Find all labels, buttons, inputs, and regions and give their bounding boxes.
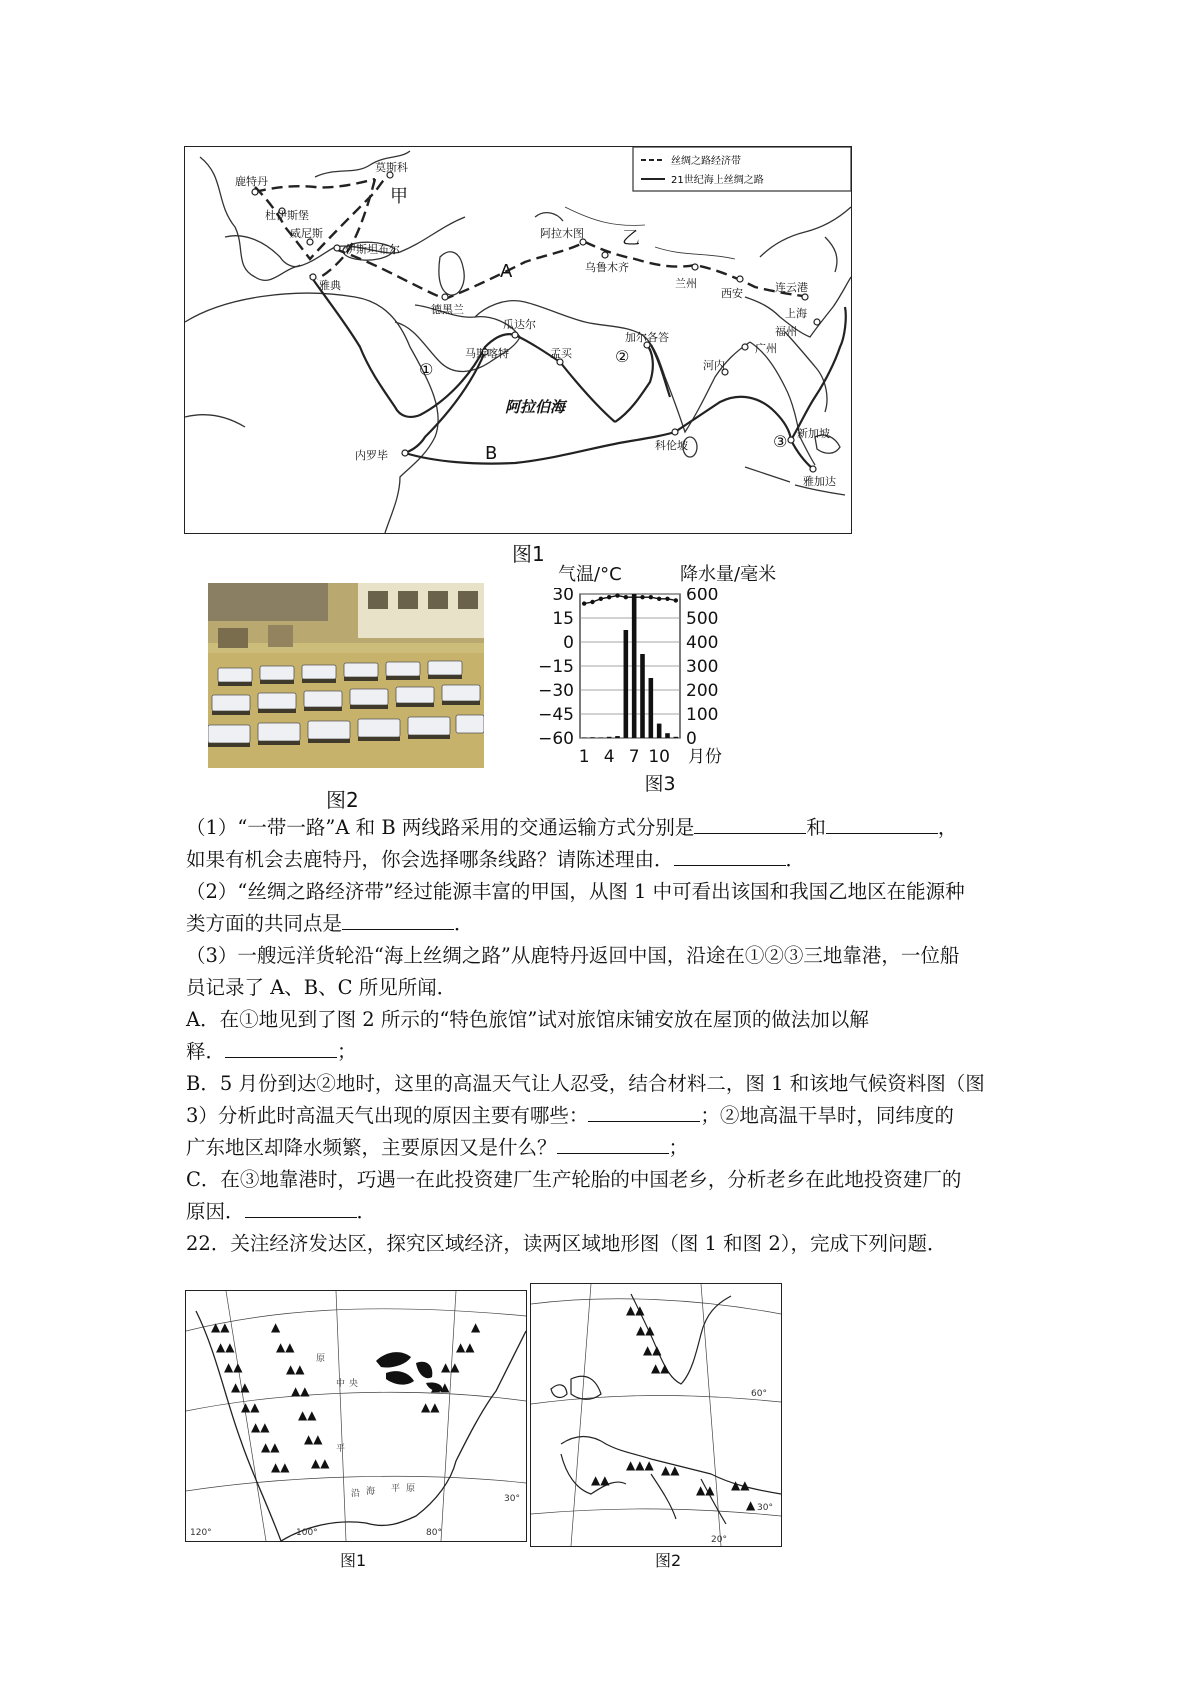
fig1-label-yuan2: 原 bbox=[406, 1484, 416, 1494]
q1-line2 bbox=[186, 844, 1026, 876]
city-nairobi: 内罗毕 bbox=[355, 449, 388, 462]
north-america-terrain-map bbox=[186, 1291, 526, 1541]
qb-text-4: 广东地区却降水频繁，主要原因又是什么？ bbox=[186, 1136, 557, 1159]
figure1-label: 图1 bbox=[512, 542, 545, 566]
qc-answer-blank[interactable] bbox=[245, 1197, 357, 1218]
qc-text: C．在③地靠港时，巧遇一在此投资建厂生产轮胎的中国老乡，分析老乡在此地投资建厂的 bbox=[186, 1168, 962, 1191]
qc-line2 bbox=[186, 1196, 1026, 1228]
svg-text:▲▲: ▲▲ bbox=[661, 1463, 680, 1477]
temperature-line bbox=[584, 596, 676, 604]
qb-end: ； bbox=[668, 1136, 689, 1159]
q2-text: （2）“丝绸之路经济带”经过能源丰富的甲国，从图 1 中可看出该国和我国乙地区在能源种 bbox=[186, 880, 965, 903]
city-xian: 西安 bbox=[721, 287, 743, 300]
svg-text:▲▲: ▲▲ bbox=[231, 1380, 250, 1394]
qa-text: A．在①地见到了图 2 所示的“特色旅馆”试对旅馆床铺安放在屋顶的做法加以解 bbox=[186, 1008, 869, 1031]
precip-bar bbox=[657, 724, 662, 738]
y-tick-label: 30 bbox=[552, 588, 574, 605]
temperature-point bbox=[615, 593, 619, 597]
q22-fig1-label: 图1 bbox=[340, 1551, 367, 1570]
city-gwadar: 瓜达尔 bbox=[503, 318, 536, 331]
fig1-lon-80: 80° bbox=[426, 1528, 442, 1538]
questions-block bbox=[186, 812, 1026, 1260]
q3-text-2: 员记录了 A、B、C 所见所闻． bbox=[186, 976, 457, 999]
svg-text:▲▲: ▲▲ bbox=[298, 1408, 317, 1422]
svg-text:▲▲: ▲▲ bbox=[421, 1400, 440, 1414]
city-colombo: 科伦坡 bbox=[655, 439, 688, 452]
city-mumbai: 孟买 bbox=[550, 347, 572, 360]
q1-and: 和 bbox=[806, 816, 826, 839]
city-duisburg: 杜伊斯堡 bbox=[265, 209, 309, 222]
fig1-label-hai: 海 bbox=[366, 1487, 376, 1497]
temperature-point bbox=[665, 597, 669, 601]
y2-tick-label: 0 bbox=[686, 729, 697, 749]
city-jakarta: 雅加达 bbox=[803, 475, 836, 488]
temperature-point bbox=[640, 595, 644, 599]
city-moscow: 莫斯科 bbox=[375, 161, 408, 174]
y2-tick-label: 500 bbox=[686, 609, 719, 629]
precip-bar bbox=[674, 737, 679, 738]
rooftop-beds-image bbox=[208, 583, 484, 768]
figure1-map bbox=[184, 146, 852, 534]
legend-maritime-label: 21世纪海上丝绸之路 bbox=[671, 175, 764, 186]
qc-line1 bbox=[186, 1164, 1026, 1196]
fig2-lon-20: 20° bbox=[711, 1535, 727, 1545]
precip-bar bbox=[615, 736, 620, 738]
city-rotterdam: 鹿特丹 bbox=[235, 175, 268, 188]
qb-line3 bbox=[186, 1132, 1026, 1164]
q1-comma: ， bbox=[937, 816, 958, 839]
q3-line1 bbox=[186, 940, 1026, 972]
y2-tick-label: 300 bbox=[686, 657, 719, 677]
qa-answer-blank[interactable] bbox=[225, 1037, 337, 1058]
svg-text:▲▲: ▲▲ bbox=[626, 1303, 645, 1317]
q1-answer-blank-1[interactable] bbox=[694, 813, 806, 834]
svg-text:▲▲▲: ▲▲▲ bbox=[626, 1458, 654, 1472]
svg-text:▲▲: ▲▲ bbox=[441, 1360, 460, 1374]
legend-belt-label: 丝绸之路经济带 bbox=[671, 156, 741, 167]
precip-bar bbox=[624, 630, 629, 738]
temperature-point bbox=[607, 595, 611, 599]
q1-text: （1）“一带一路”A 和 B 两线路采用的交通运输方式分别是 bbox=[186, 816, 695, 839]
label-arabian-sea: 阿拉伯海 bbox=[505, 398, 566, 416]
city-istanbul: 伊斯坦布尔 bbox=[345, 243, 400, 256]
y-tick-label: 0 bbox=[563, 633, 574, 653]
temperature-point bbox=[590, 600, 594, 604]
y-tick-label: −30 bbox=[538, 681, 574, 701]
city-lanzhou: 兰州 bbox=[675, 277, 697, 290]
marker-yi: 乙 bbox=[622, 228, 640, 249]
svg-text:▲▲: ▲▲ bbox=[696, 1483, 715, 1497]
qc-text-2: 原因． bbox=[186, 1200, 245, 1223]
qa-line1 bbox=[186, 1004, 1026, 1036]
y2-tick-label: 200 bbox=[686, 681, 719, 701]
q1-text-2: 如果有机会去鹿特丹，你会选择哪条线路？请陈述理由． bbox=[186, 848, 674, 871]
y-tick-label: −45 bbox=[538, 705, 574, 725]
precip-bar bbox=[649, 678, 654, 738]
svg-text:▲▲: ▲▲ bbox=[286, 1362, 305, 1376]
y2-tick-label: 600 bbox=[686, 588, 719, 605]
fig1-lon-120: 120° bbox=[190, 1528, 212, 1538]
fig1-label-yuan: 原 bbox=[316, 1354, 326, 1364]
x-tick-label: 7 bbox=[628, 747, 640, 767]
city-shanghai: 上海 bbox=[785, 307, 807, 320]
q22-fig2-label: 图2 bbox=[655, 1551, 682, 1570]
marker-route-b: B bbox=[485, 443, 498, 464]
city-lianyungang: 连云港 bbox=[775, 281, 808, 294]
qb-answer-blank-2[interactable] bbox=[557, 1133, 669, 1154]
city-almaty: 阿拉木图 bbox=[540, 227, 584, 240]
y2-tick-label: 400 bbox=[686, 633, 719, 653]
svg-text:▲▲: ▲▲ bbox=[224, 1360, 243, 1374]
city-urumqi: 乌鲁木齐 bbox=[585, 261, 629, 274]
qa-end: ； bbox=[337, 1040, 357, 1063]
precip-bar bbox=[607, 737, 612, 738]
marker-route-a: A bbox=[500, 261, 513, 282]
x-tick-label: 1 bbox=[578, 747, 590, 767]
svg-text:▲▲: ▲▲ bbox=[456, 1340, 475, 1354]
qb-answer-blank-1[interactable] bbox=[588, 1101, 700, 1122]
temperature-point bbox=[632, 595, 636, 599]
belt-road-map-drawing bbox=[185, 147, 851, 533]
qb-text-2: 3）分析此时高温天气出现的原因主要有哪些： bbox=[186, 1104, 589, 1127]
marker-site-2: ② bbox=[615, 347, 630, 366]
figure3-label: 图3 bbox=[644, 773, 676, 795]
marker-site-1: ① bbox=[419, 360, 434, 379]
marker-site-3: ③ bbox=[773, 432, 788, 451]
q2-line1 bbox=[186, 876, 1026, 908]
climate-chart-svg bbox=[530, 588, 830, 810]
svg-text:▲▲: ▲▲ bbox=[431, 1380, 450, 1394]
svg-text:▲▲: ▲▲ bbox=[304, 1432, 323, 1446]
q1-answer-blank-3[interactable] bbox=[674, 845, 786, 866]
svg-text:▲▲: ▲▲ bbox=[636, 1323, 655, 1337]
y-tick-label: 15 bbox=[552, 609, 574, 629]
q2-text-2: 类方面的共同点是 bbox=[186, 912, 343, 935]
svg-text:▲: ▲ bbox=[271, 1320, 281, 1334]
qc-end: ． bbox=[356, 1200, 377, 1223]
svg-text:▲▲: ▲▲ bbox=[591, 1473, 610, 1487]
marker-jia: 甲 bbox=[390, 186, 408, 207]
svg-text:▲: ▲ bbox=[746, 1498, 756, 1512]
svg-text:▲▲: ▲▲ bbox=[216, 1340, 235, 1354]
precip-bar bbox=[590, 737, 595, 738]
q2-answer-blank[interactable] bbox=[342, 909, 454, 930]
qb-text: B．5 月份到达②地时，这里的高温天气让人忍受，结合材料二，图 1 和该地气候资料图（图 bbox=[186, 1072, 985, 1095]
q22-map-north-america bbox=[185, 1290, 527, 1542]
fig1-label-ping2: 平 bbox=[391, 1484, 401, 1494]
y-tick-label: −60 bbox=[538, 729, 574, 749]
q1-answer-blank-2[interactable] bbox=[826, 813, 938, 834]
precip-bar bbox=[665, 733, 670, 738]
temperature-point bbox=[582, 601, 586, 605]
svg-text:▲▲: ▲▲ bbox=[291, 1384, 310, 1398]
qb-line2 bbox=[186, 1100, 1026, 1132]
qb-line1 bbox=[186, 1068, 1026, 1100]
svg-text:▲▲: ▲▲ bbox=[271, 1460, 290, 1474]
city-singapore: 新加坡 bbox=[797, 427, 830, 440]
precip-bar bbox=[632, 594, 637, 738]
x-axis-title: 月份 bbox=[688, 747, 722, 767]
qa-text-2: 释． bbox=[186, 1040, 226, 1063]
chart-left-title: 气温/°C bbox=[558, 564, 622, 585]
svg-text:▲▲: ▲▲ bbox=[251, 1420, 270, 1434]
fig1-label-ping: 平 bbox=[336, 1444, 346, 1454]
city-tehran: 德黑兰 bbox=[431, 303, 464, 316]
chart-right-title: 降水量/毫米 bbox=[680, 564, 777, 585]
q22-text: 22．关注经济发达区，探究区域经济，读两区域地形图（图 1 和图 2），完成下列问题． bbox=[186, 1232, 947, 1255]
temperature-point bbox=[599, 597, 603, 601]
q3-text: （3）一艘远洋货轮沿“海上丝绸之路”从鹿特丹返回中国，沿途在①②③三地靠港，一位船 bbox=[186, 944, 960, 967]
city-fuzhou: 福州 bbox=[775, 325, 797, 338]
temperature-point bbox=[657, 597, 661, 601]
city-kolkata: 加尔各答 bbox=[625, 331, 669, 344]
svg-text:▲▲: ▲▲ bbox=[261, 1440, 280, 1454]
qa-line2 bbox=[186, 1036, 1026, 1068]
fig1-lon-100: 100° bbox=[296, 1528, 318, 1538]
fig1-label-yang: 央 bbox=[349, 1379, 359, 1389]
fig2-lat-60: 60° bbox=[751, 1389, 767, 1399]
temperature-point bbox=[624, 595, 628, 599]
q22-map-europe bbox=[530, 1283, 782, 1547]
svg-text:▲▲: ▲▲ bbox=[731, 1478, 750, 1492]
q2-end: ． bbox=[454, 912, 474, 935]
fig2-lat-30: 30° bbox=[757, 1503, 773, 1513]
precip-bar bbox=[640, 654, 645, 738]
q22-line bbox=[186, 1228, 1026, 1260]
q1-end: ． bbox=[785, 848, 806, 871]
europe-terrain-map bbox=[531, 1284, 781, 1546]
svg-text:▲▲: ▲▲ bbox=[276, 1340, 295, 1354]
y-tick-label: −15 bbox=[538, 657, 574, 677]
svg-text:▲▲: ▲▲ bbox=[643, 1343, 662, 1357]
q2-line2 bbox=[186, 908, 1026, 940]
temperature-point bbox=[649, 595, 653, 599]
svg-text:▲▲: ▲▲ bbox=[211, 1320, 230, 1334]
q1-line1 bbox=[186, 812, 1026, 844]
temperature-point bbox=[674, 598, 678, 602]
figure2-label: 图2 bbox=[326, 788, 359, 812]
figure2-photo bbox=[208, 583, 484, 768]
svg-text:▲▲: ▲▲ bbox=[311, 1456, 330, 1470]
svg-text:▲▲: ▲▲ bbox=[651, 1361, 670, 1375]
fig1-lat-30: 30° bbox=[504, 1494, 520, 1504]
y2-tick-label: 100 bbox=[686, 705, 719, 725]
fig1-label-yan: 沿 bbox=[351, 1489, 361, 1499]
q3-line2 bbox=[186, 972, 1026, 1004]
city-athens: 雅典 bbox=[319, 279, 341, 292]
city-guangzhou: 广州 bbox=[755, 342, 777, 355]
svg-text:▲: ▲ bbox=[471, 1320, 481, 1334]
city-muscat: 马斯喀特 bbox=[465, 347, 509, 360]
city-venice: 威尼斯 bbox=[290, 227, 323, 240]
city-hanoi: 河内 bbox=[703, 359, 725, 372]
qb-text-3: ；②地高温干旱时，同纬度的 bbox=[700, 1104, 954, 1127]
fig1-label-zhong: 中 bbox=[336, 1379, 346, 1389]
figure3-climate-chart bbox=[530, 560, 830, 810]
x-tick-label: 4 bbox=[603, 747, 615, 767]
x-tick-label: 10 bbox=[648, 747, 670, 767]
svg-text:▲▲: ▲▲ bbox=[241, 1400, 260, 1414]
